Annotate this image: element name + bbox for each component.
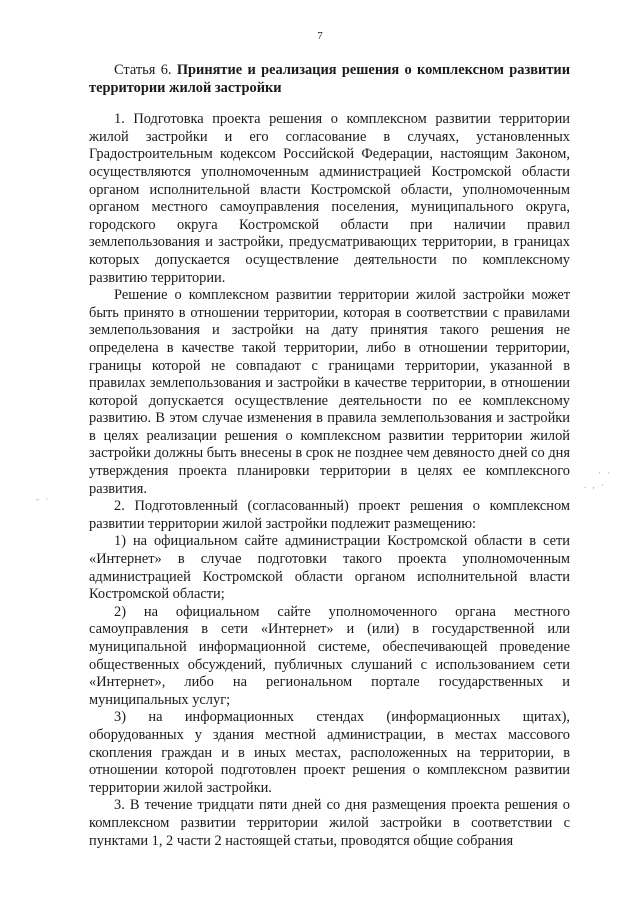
scan-artifact-left: - ·: [36, 494, 51, 504]
paragraph-part-2: 2. Подготовленный (согласованный) проект решения о комплексном развитии территории жилой застройки подлежит размещению:: [89, 498, 570, 532]
scan-artifact-right-lower: . , ·: [584, 480, 606, 490]
list-item-2: 2) на официальном сайте уполномоченного органа местного самоуправления в сети «Интернет» и (или) в государственной или муниципальной информационной системе, обеспечивающей проведение общественных обсуждений, публичных слушаний с использованием сети «Интернет», либо на региональном портале государственных и муниципальных услуг;: [89, 603, 570, 708]
paragraph-part-3: 3. В течение тридцати пяти дней со дня размещения проекта решения о комплексном развитии территории жилой застройки в соответствии с пунктами 1, 2 части 2 настоящей статьи, проводятся общие собрания: [89, 797, 570, 849]
article-heading: [89, 62, 570, 97]
article-title: Принятие и реализация решения о комплексном развитии территории жилой застройки: [89, 62, 570, 96]
list-item-1: 1) на официальном сайте администрации Костромской области в сети «Интернет» в случае подготовки такого проекта уполномоченным администрацией Костромской области органом исполнительной власти Костромской области;: [89, 533, 570, 603]
document-body: [89, 62, 570, 850]
paragraph-part-1-continued: Решение о комплексном развитии территории жилой застройки может быть принято в отношении территории, которая в соответствии с правилами землепользования и застройки на дату принятия такого решения не определена в качестве такой территории, либо в отношении территории, границы которой не совпадают с границами территории, указанной в правилах землепользования и застройки в качестве территории, в отношении которой допускается осуществление деятельности по ее комплексному развитию. В этом случае изменения в правила землепользования и застройки в целях реализации решения о комплексном развитии территории жилой застройки должны быть внесены в срок не позднее чем девяносто дней со дня утверждения проекта планировки территории в целях ее комплексного развития.: [89, 287, 570, 497]
scan-artifact-right: · ·: [598, 468, 613, 478]
paragraph-part-1: 1. Подготовка проекта решения о комплексном развитии территории жилой застройки и его согласование в случаях, установленных Градостроительным кодексом Российской Федерации, настоящим Законом, осуществляются уполномоченным администрацией Костромской области органом исполнительной власти Костромской области, уполномоченным органом местного самоуправления поселения, муниципального округа, городского округа Костромской области при наличии правил землепользования и застройки, предусматривающих территории, в границах которых допускается осуществление деятельности по комплексному развитию территории.: [89, 111, 570, 286]
page-number: 7: [317, 30, 323, 42]
article-number: Статья 6.: [114, 62, 172, 78]
list-item-3: 3) на информационных стендах (информационных щитах), оборудованных у здания местной администрации, в местах массового скопления граждан и в иных местах, расположенных на территории, в отношении которой подготовлен проект решения о комплексном развитии территории жилой застройки.: [89, 709, 570, 796]
